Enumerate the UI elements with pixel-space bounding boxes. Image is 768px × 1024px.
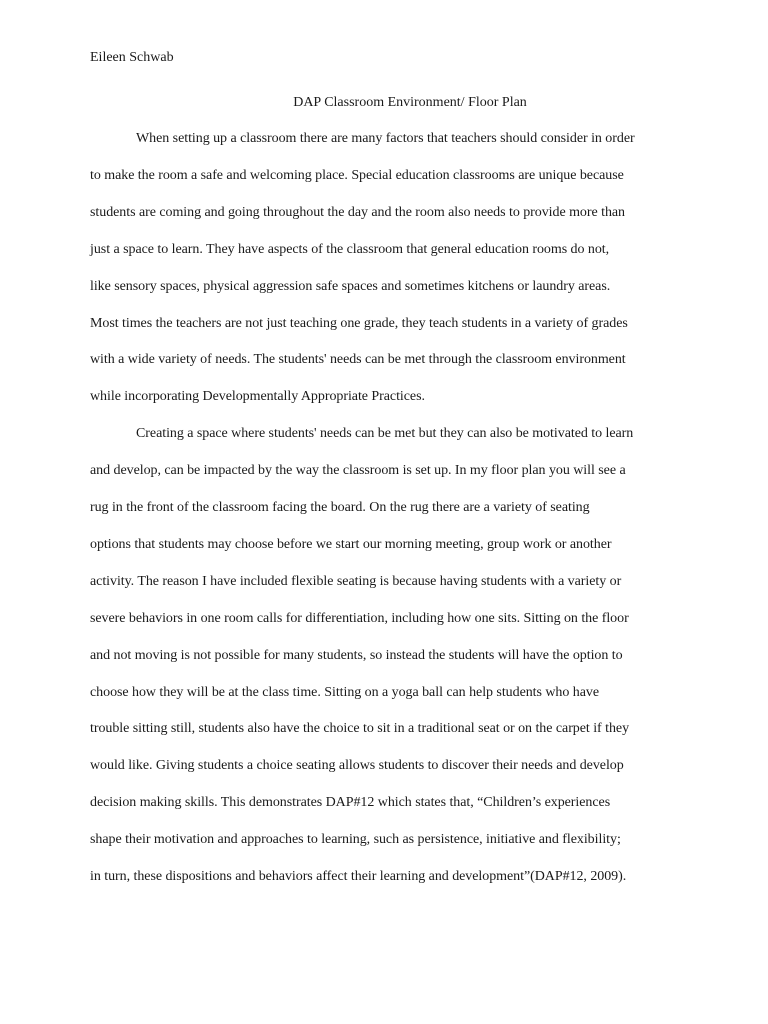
body-text-line: with a wide variety of needs. The students' needs can be met through the classroom environment bbox=[90, 352, 626, 367]
body-text-line: students are coming and going throughout the day and the room also needs to provide more than bbox=[90, 205, 626, 220]
body-text-line: rug in the front of the classroom facing the board. On the rug there are a variety of seating bbox=[90, 500, 590, 515]
body-text-line: decision making skills. This demonstrates DAP#12 which states that, “Children’s experiences bbox=[90, 795, 611, 810]
body-text-line: choose how they will be at the class time. Sitting on a yoga ball can help students who have bbox=[90, 685, 600, 700]
body-text-line: Most times the teachers are not just teaching one grade, they teach students in a variety of grades bbox=[90, 316, 628, 331]
body-text-line: and not moving is not possible for many students, so instead the students will have the option to bbox=[90, 648, 623, 663]
author-name: Eileen Schwab bbox=[90, 50, 174, 65]
body-text-line: activity. The reason I have included flexible seating is because having students with a variety or bbox=[90, 574, 622, 589]
body-text-line: in turn, these dispositions and behaviors affect their learning and development”(DAP#12, 2009). bbox=[90, 869, 627, 884]
body-text-line: Creating a space where students' needs can be met but they can also be motivated to learn bbox=[136, 426, 634, 441]
body-text-line: options that students may choose before we start our morning meeting, group work or another bbox=[90, 537, 612, 552]
document-title: DAP Classroom Environment/ Floor Plan bbox=[293, 95, 527, 110]
body-text-line: shape their motivation and approaches to learning, such as persistence, initiative and flexibility; bbox=[90, 832, 621, 847]
body-text-line: would like. Giving students a choice seating allows students to discover their needs and develop bbox=[90, 758, 624, 773]
body-text-line: trouble sitting still, students also have the choice to sit in a traditional seat or on the carpet if they bbox=[90, 721, 630, 736]
body-text-line: severe behaviors in one room calls for differentiation, including how one sits. Sitting on the floor bbox=[90, 611, 629, 626]
body-text-line: When setting up a classroom there are many factors that teachers should consider in order bbox=[136, 131, 635, 146]
body-text-line: and develop, can be impacted by the way the classroom is set up. In my floor plan you will see a bbox=[90, 463, 626, 478]
body-text-line: while incorporating Developmentally Appropriate Practices. bbox=[90, 389, 425, 404]
body-text-line: to make the room a safe and welcoming place. Special education classrooms are unique because bbox=[90, 168, 624, 183]
body-text-line: like sensory spaces, physical aggression safe spaces and sometimes kitchens or laundry areas. bbox=[90, 279, 611, 294]
body-text-line: just a space to learn. They have aspects of the classroom that general education rooms do not, bbox=[90, 242, 610, 257]
